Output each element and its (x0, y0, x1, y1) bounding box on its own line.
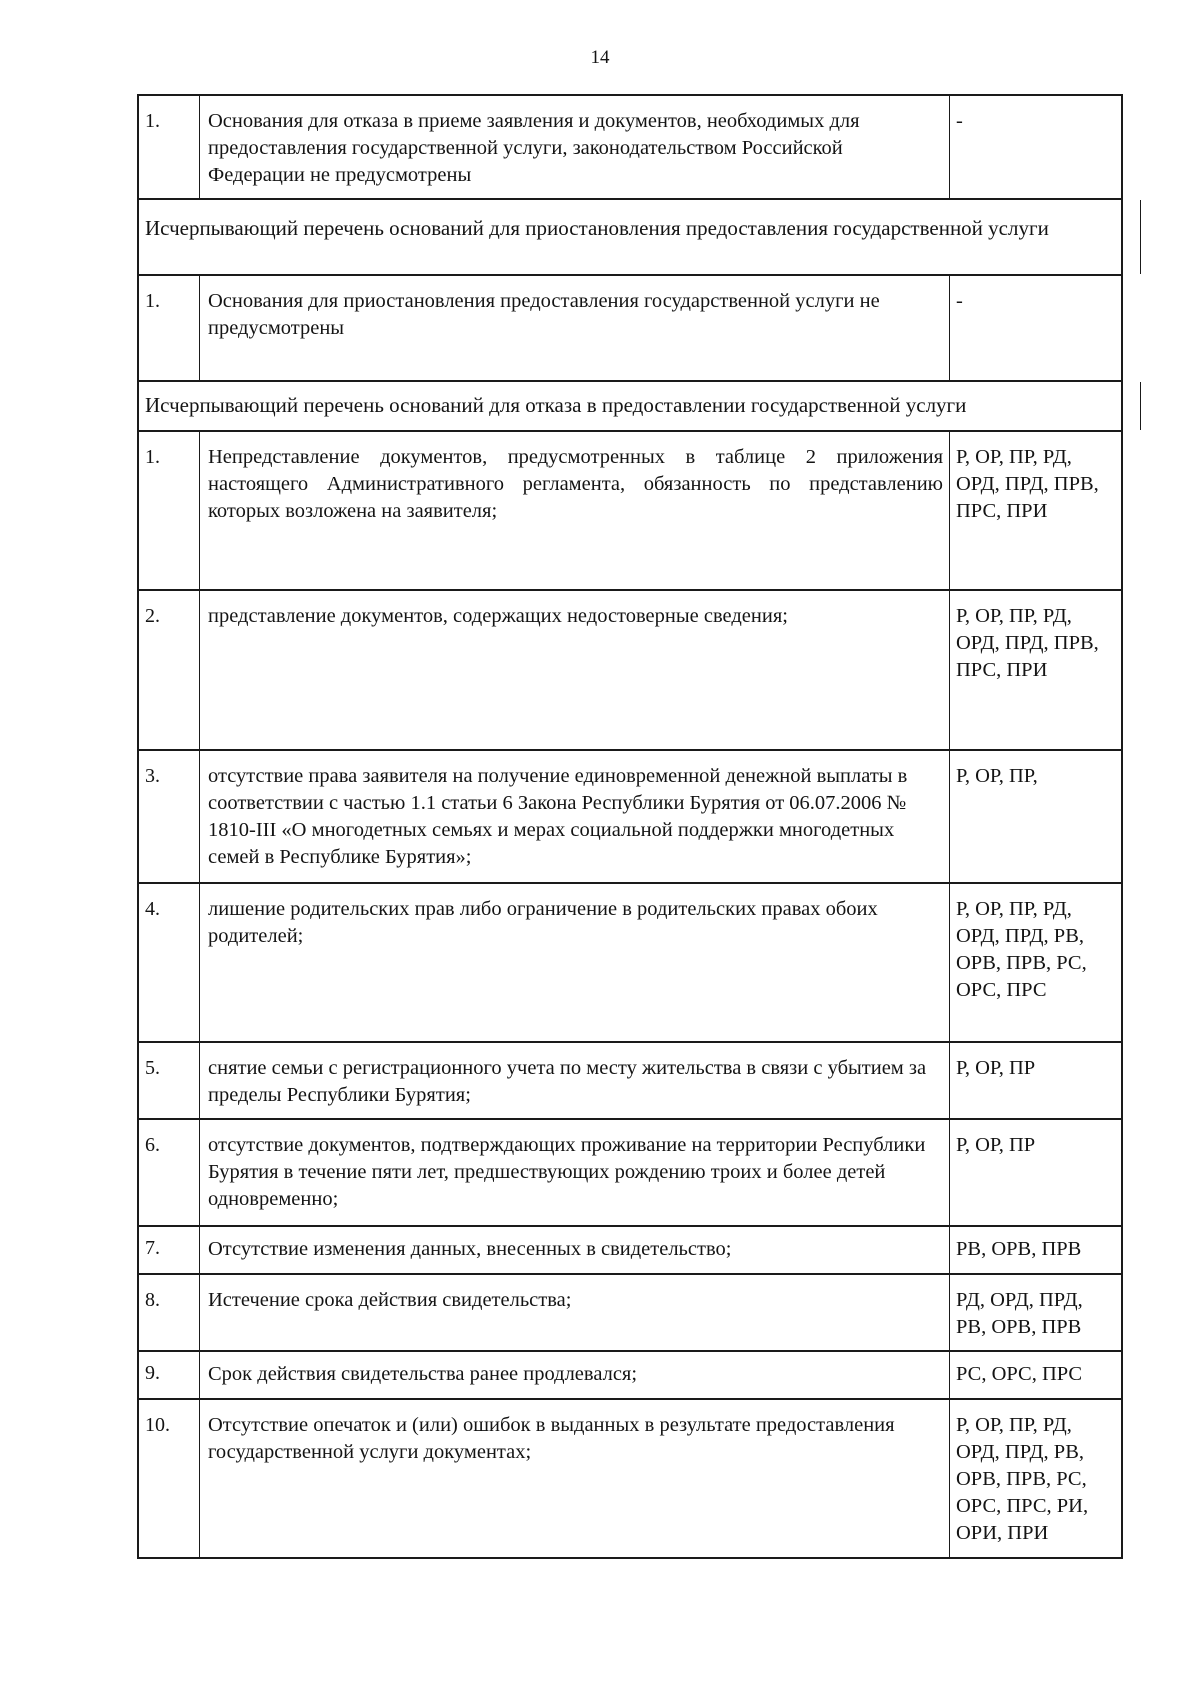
row-text: отсутствие документов, подтверждающих проживание на территории Республики Бурятия в течение пяти лет, предшествующих рождению троих и более детей одновременно; (200, 1120, 950, 1225)
grounds-table (137, 94, 1123, 1559)
row-number: 6. (139, 1120, 200, 1225)
row-text: Основания для приостановления предоставления государственной услуги не предусмотрены (200, 276, 950, 380)
row-number: 4. (139, 884, 200, 1041)
row-number: 2. (139, 591, 200, 749)
row-codes: - (956, 290, 963, 312)
row-codes: Р, ОР, ПР, РД, ОРД, ПРД, РВ, ОРВ, ПРВ, РС, ОРС, ПРС (956, 898, 1087, 1001)
table-row (137, 430, 1123, 589)
row-number: 7. (139, 1227, 200, 1273)
row-text: Истечение срока действия свидетельства; (200, 1275, 950, 1350)
row-codes: Р, ОР, ПР (956, 1134, 1036, 1156)
row-text: снятие семьи с регистрационного учета по месту жительства в связи с убытием за пределы Республики Бурятия; (200, 1043, 950, 1118)
row-number: 10. (139, 1400, 200, 1557)
table-row (137, 274, 1123, 380)
row-codes: - (956, 110, 963, 132)
table-row (137, 1118, 1123, 1225)
row-text: лишение родительских прав либо ограничение в родительских правах обоих родителей; (200, 884, 950, 1041)
row-text: Отсутствие опечаток и (или) ошибок в выданных в результате предоставления государственной услуги документах; (200, 1400, 950, 1557)
row-number: 1. (139, 276, 200, 380)
table-row (137, 1041, 1123, 1118)
row-codes: РВ, ОРВ, ПРВ (956, 1238, 1082, 1260)
row-codes: Р, ОР, ПР, РД, ОРД, ПРД, РВ, ОРВ, ПРВ, РС, ОРС, ПРС, РИ, ОРИ, ПРИ (956, 1414, 1089, 1544)
row-codes: РД, ОРД, ПРД, РВ, ОРВ, ПРВ (956, 1289, 1083, 1338)
section-header: Исчерпывающий перечень оснований для приостановления предоставления государственной услуги (139, 200, 1141, 274)
row-number: 3. (139, 751, 200, 882)
table-row (137, 94, 1123, 198)
row-text: Непредставление документов, предусмотренных в таблице 2 приложения настоящего Административного регламента, обязанность по представлению которых возложена на заявителя; (200, 432, 950, 589)
row-codes: Р, ОР, ПР, РД, ОРД, ПРД, ПРВ, ПРС, ПРИ (956, 446, 1099, 522)
section-header: Исчерпывающий перечень оснований для отказа в предоставлении государственной услуги (139, 382, 1141, 430)
row-text: отсутствие права заявителя на получение единовременной денежной выплаты в соответствии с частью 1.1 статьи 6 Закона Республики Бурятия от 06.07.2006 № 1810-III «О многодетных семьях и мерах социальной поддержки многодетных семей в Республике Бурятия»; (200, 751, 950, 882)
row-number: 1. (139, 96, 200, 198)
row-text: представление документов, содержащих недостоверные сведения; (200, 591, 950, 749)
table-row (137, 882, 1123, 1041)
table-row (137, 1273, 1123, 1350)
row-text: Срок действия свидетельства ранее продлевался; (200, 1352, 950, 1398)
row-codes: Р, ОР, ПР (956, 1057, 1036, 1079)
row-text: Основания для отказа в приеме заявления и документов, необходимых для предоставления государственной услуги, законодательством Российской Федерации не предусмотрены (200, 96, 950, 198)
table-row (137, 1225, 1123, 1273)
table-row (137, 1398, 1123, 1559)
page-number: 14 (590, 47, 610, 68)
row-codes: Р, ОР, ПР, РД, ОРД, ПРД, ПРВ, ПРС, ПРИ (956, 605, 1099, 681)
section-header-row (137, 380, 1123, 430)
row-text: Отсутствие изменения данных, внесенных в свидетельство; (200, 1227, 950, 1273)
table-row (137, 1350, 1123, 1398)
section-header-row (137, 198, 1123, 274)
row-number: 8. (139, 1275, 200, 1350)
row-number: 1. (139, 432, 200, 589)
row-number: 9. (139, 1352, 200, 1398)
row-codes: Р, ОР, ПР, (956, 765, 1038, 787)
table-row (137, 589, 1123, 749)
row-codes: РС, ОРС, ПРС (956, 1363, 1083, 1385)
table-row (137, 749, 1123, 882)
row-number: 5. (139, 1043, 200, 1118)
